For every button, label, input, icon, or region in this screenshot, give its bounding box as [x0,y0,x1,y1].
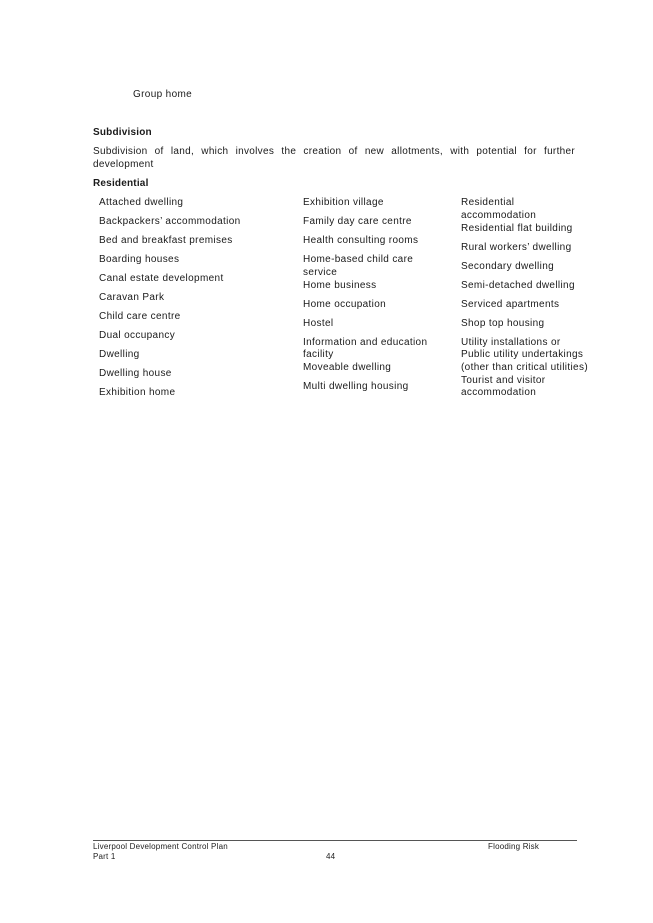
list-item: Health consulting rooms [303,235,419,246]
list-item: Hostel [303,317,334,329]
list-item: Secondary dwelling [461,260,555,272]
list-item: Moveable dwelling [303,362,392,373]
residential-column-1 [99,197,289,398]
list-item: Multi dwelling housing [303,381,409,392]
list-item: Serviced apartments [461,298,560,310]
list-item: Bed and breakfast premises [99,235,233,246]
list-item: Semi-detached dwelling [461,279,575,291]
list-item: Information and education facility [303,336,428,360]
residential-column-3 [461,197,589,398]
footer-rule [93,840,577,841]
list-item: Attached dwelling [99,197,184,208]
list-item: Canal estate development [99,273,224,284]
footer-doc-title: Liverpool Development Control Plan [93,842,228,851]
subdivision-heading: Subdivision [93,127,152,138]
list-item: Tourist and visitor accommodation [461,374,546,398]
residential-heading: Residential [93,178,149,189]
list-item: Family day care centre [303,216,412,227]
list-item: Dwelling house [99,368,172,379]
footer-part: Part 1 [93,852,116,861]
list-item: Boarding houses [99,254,180,265]
list-item: Dual occupancy [99,330,176,341]
footer-page-number: 44 [326,852,336,861]
list-item: Rural workers’ dwelling [461,241,572,253]
list-item: Home occupation [303,298,387,310]
list-item: Child care centre [99,311,181,322]
list-item: Caravan Park [99,292,165,303]
list-item: Backpackers’ accommodation [99,216,241,227]
footer-section: Flooding Risk [488,842,540,851]
orphan-line: Group home [133,89,193,100]
list-item: Exhibition village [303,197,384,208]
list-item: Exhibition home [99,387,176,398]
residential-column-2 [303,197,443,392]
list-item: Residential accommodation [461,197,537,221]
list-item: Utility installations or Public utility undertakings (other than critical utilities) [461,336,589,373]
list-item: Dwelling [99,349,140,360]
list-item: Residential flat building [461,222,573,234]
list-item: Home business [303,279,377,291]
list-item: Shop top housing [461,317,545,329]
list-item: Home-based child care service [303,254,414,278]
subdivision-text: Subdivision of land, which involves the creation of new allotments, with potential for further development [93,146,575,170]
